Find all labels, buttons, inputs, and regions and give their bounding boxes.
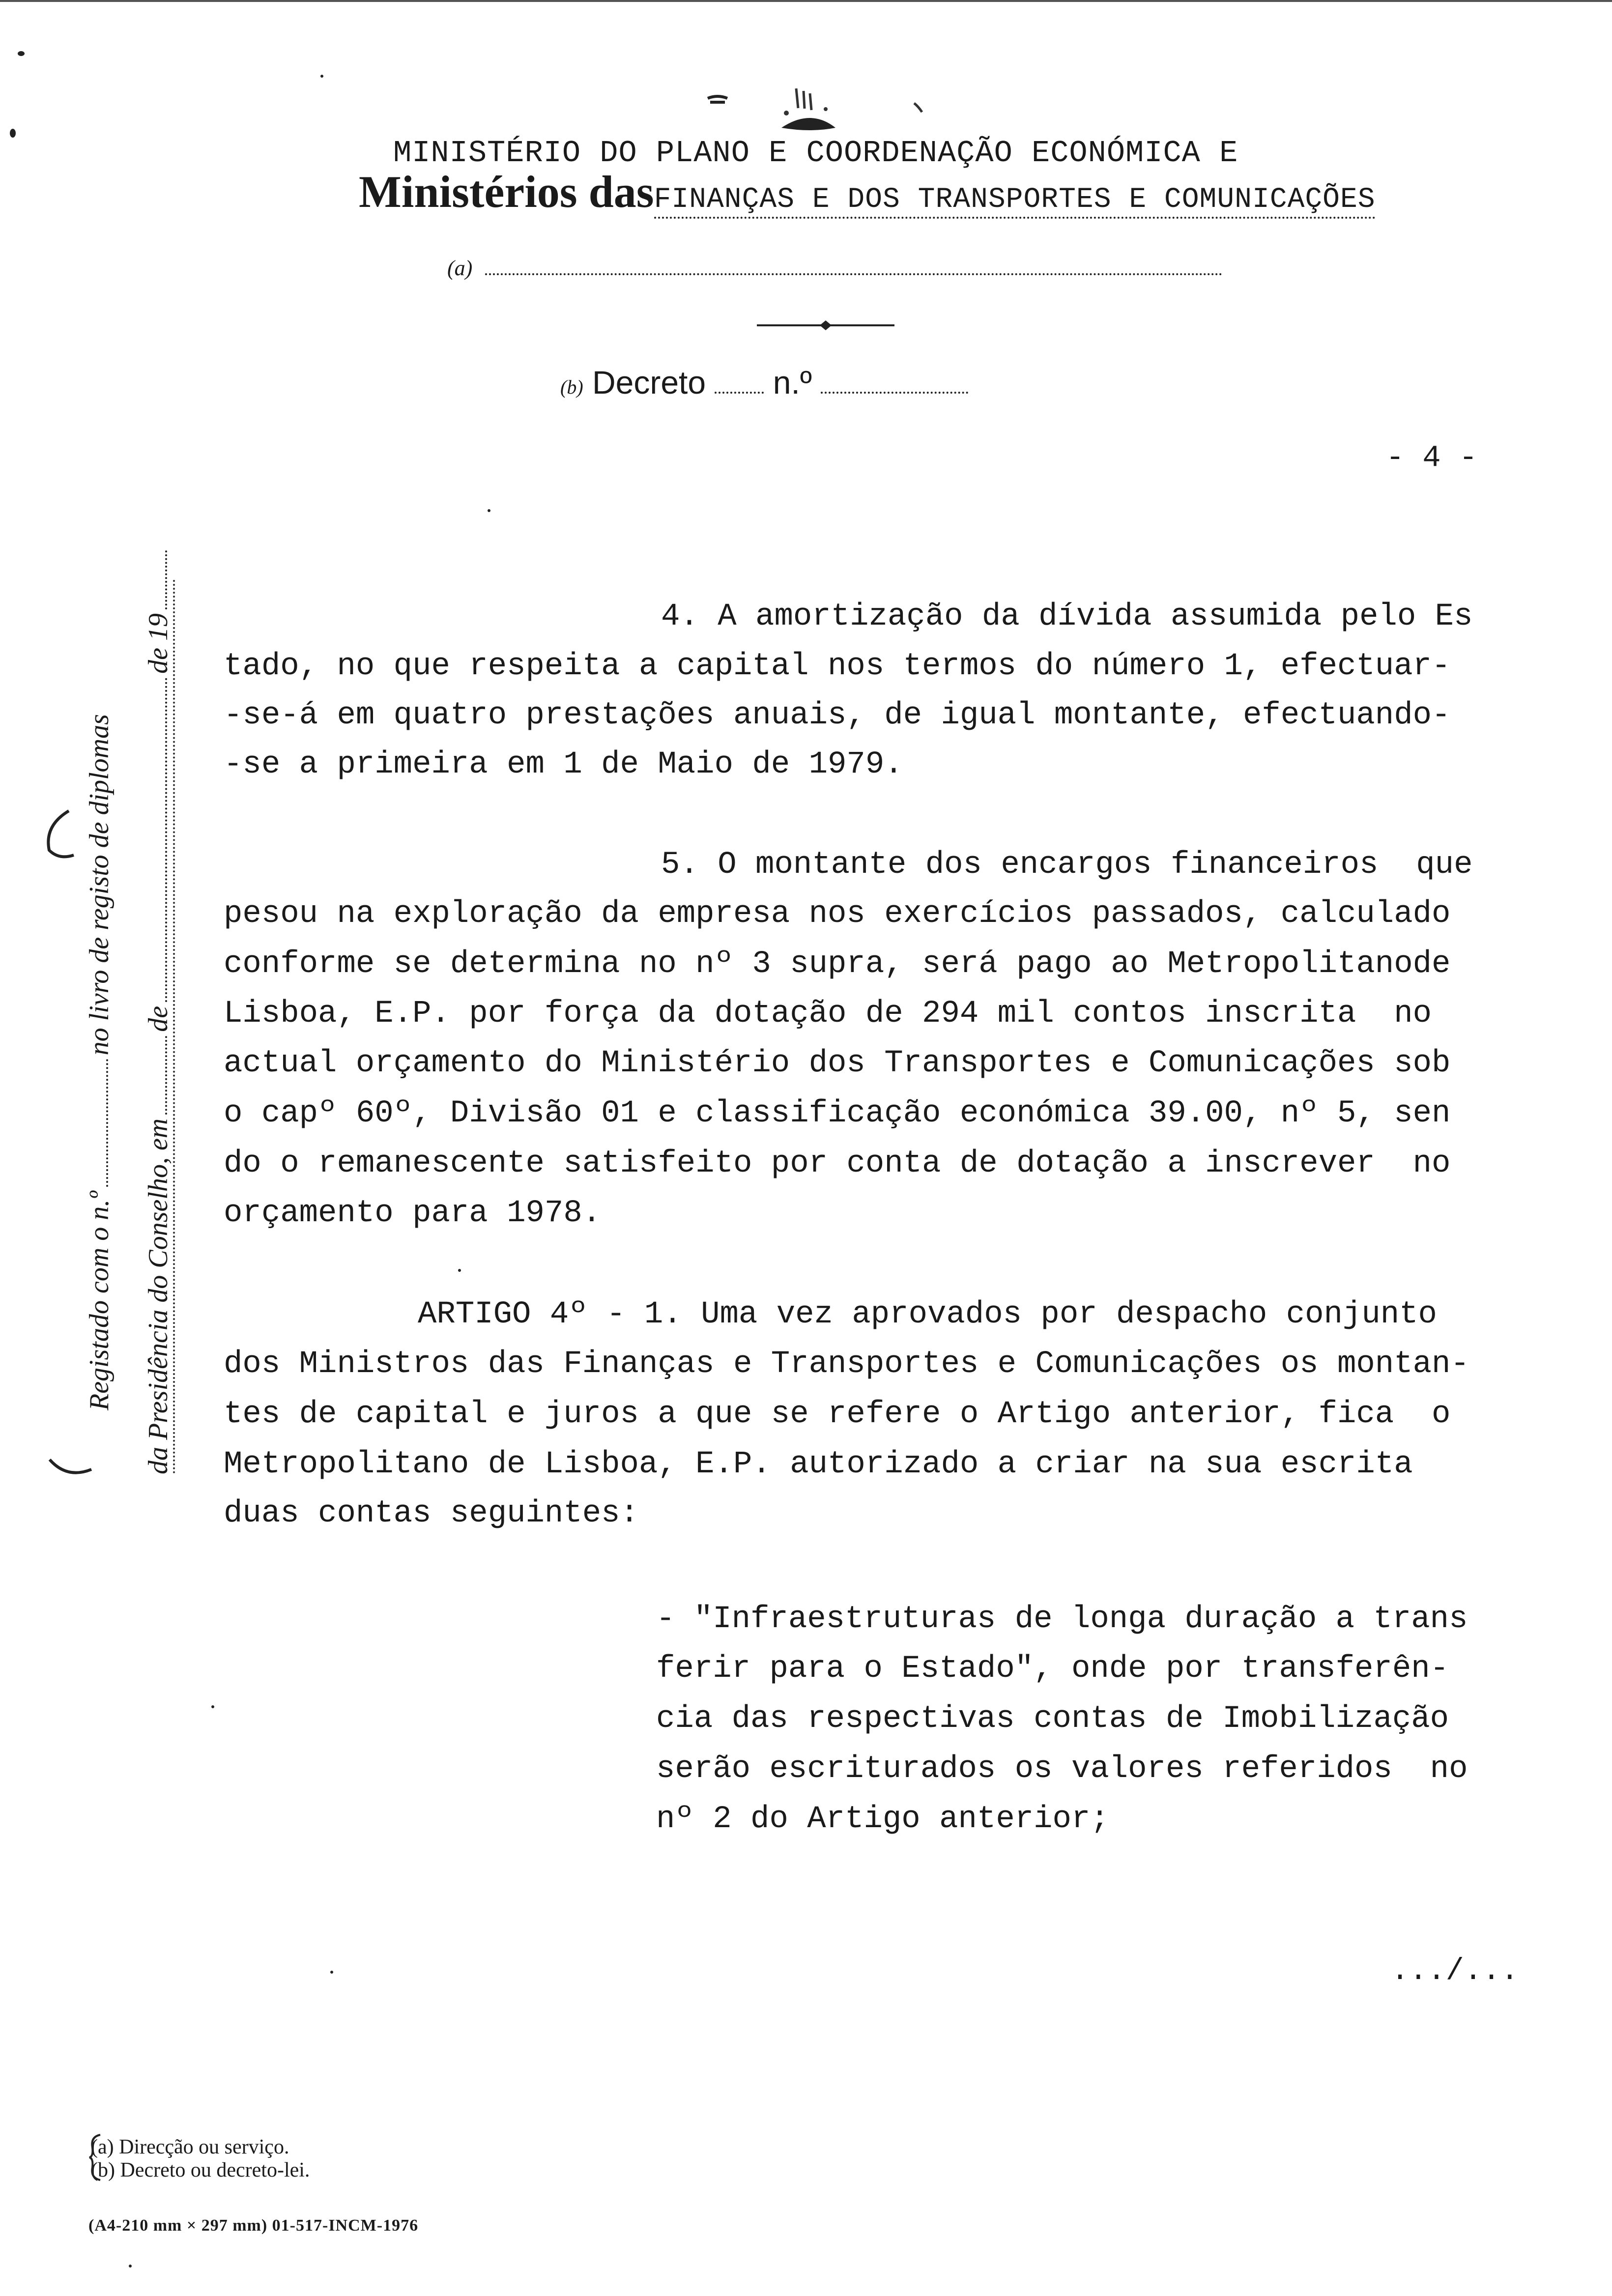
margin-de-dots bbox=[160, 678, 167, 1002]
scan-speck bbox=[18, 51, 25, 56]
margin-registado-dots bbox=[101, 1059, 108, 1187]
par5-line-2: pesou na exploração da empresa nos exercícios passados, calculado bbox=[224, 896, 1451, 932]
par5-line-6: o capº 60º, Divisão 01 e classificação económica 39.00, nº 5, sen bbox=[224, 1096, 1451, 1131]
field-a-dotted-line bbox=[485, 263, 1222, 275]
margin-dotted-line bbox=[173, 580, 177, 1474]
margin-registado-column bbox=[84, 714, 115, 1410]
decreto-line bbox=[560, 364, 968, 401]
decreto-number-dots bbox=[821, 386, 968, 394]
margin-registado-text: Registado com o n.º bbox=[84, 1191, 115, 1410]
footnote-brace bbox=[87, 2133, 102, 2182]
scan-speck bbox=[129, 2265, 132, 2267]
print-code: (A4-210 mm × 297 mm) 01-517-INCM-1976 bbox=[88, 2216, 419, 2235]
list-line-4: serão escriturados os valores referidos no bbox=[656, 1751, 1468, 1787]
artigo-line-4: Metropolitano de Lisboa, E.P. autorizado a criar na sua escrita bbox=[224, 1447, 1413, 1482]
footnote-b: (b) Decreto ou decreto-lei. bbox=[91, 2159, 310, 2181]
margin-bracket-top bbox=[39, 806, 79, 865]
ministry-header-line2 bbox=[359, 167, 1376, 230]
decreto-label: Decreto bbox=[592, 364, 706, 401]
margin-de-text: de bbox=[143, 1005, 173, 1032]
coat-of-arms-emblem bbox=[698, 79, 944, 143]
par4-line-3: -se-á em quatro prestações anuais, de igual montante, efectuando- bbox=[224, 698, 1451, 733]
scan-speck bbox=[488, 509, 490, 512]
scan-speck bbox=[320, 75, 323, 78]
ministry-suffix: FINANÇAS E DOS TRANSPORTES E COMUNICAÇÕES bbox=[654, 184, 1376, 219]
list-line-5: nº 2 do Artigo anterior; bbox=[656, 1802, 1109, 1837]
decreto-year-dots bbox=[715, 386, 764, 394]
ministerio-prefix: Ministérios das bbox=[359, 167, 654, 217]
margin-de19-dots bbox=[160, 550, 167, 609]
par5-line-7: do o remanescente satisfeito por conta de dotação a inscrever no bbox=[224, 1146, 1451, 1181]
scan-speck bbox=[211, 1705, 214, 1708]
ministry-header-line1: MINISTÉRIO DO PLANO E COORDENAÇÃO ECONÓMICA E bbox=[393, 136, 1238, 171]
par5-line-5: actual orçamento do Ministério dos Transportes e Comunicações sob bbox=[224, 1046, 1451, 1081]
list-line-2: ferir para o Estado", onde por transferên- bbox=[656, 1651, 1449, 1687]
artigo-line-3: tes de capital e juros a que se refere o Artigo anterior, fica o bbox=[224, 1397, 1451, 1432]
par4-line-1: 4. A amortização da dívida assumida pelo Es bbox=[661, 599, 1473, 634]
scan-speck bbox=[10, 129, 16, 138]
par5-line-3: conforme se determina no nº 3 supra, será pago ao Metropolitanode bbox=[224, 947, 1451, 982]
artigo-line-2: dos Ministros das Finanças e Transportes e Comunicações os montan- bbox=[224, 1347, 1469, 1382]
top-edge-rule bbox=[0, 0, 1612, 2]
par4-line-4: -se a primeira em 1 de Maio de 1979. bbox=[224, 747, 903, 782]
field-a-marker: (a) bbox=[447, 256, 473, 280]
diamond-divider bbox=[757, 319, 894, 331]
footnote-a: (a) Direcção ou serviço. bbox=[91, 2136, 289, 2158]
scan-speck bbox=[458, 1269, 461, 1272]
margin-presidencia-text: da Presidência do Conselho, em bbox=[143, 1118, 173, 1474]
decreto-marker: (b) bbox=[560, 376, 583, 398]
continuation-mark: .../... bbox=[1391, 1953, 1519, 1988]
margin-de19-text: de 19 bbox=[143, 613, 173, 674]
par5-line-4: Lisboa, E.P. por força da dotação de 294 mil contos inscrita no bbox=[224, 996, 1432, 1032]
par4-line-2: tado, no que respeita a capital nos termos do número 1, efectuar- bbox=[224, 649, 1451, 684]
list-line-1: - "Infraestruturas de longa duração a trans bbox=[656, 1602, 1468, 1637]
margin-livro-text: no livro de registo de diplomas bbox=[84, 714, 115, 1056]
par5-line-8: orçamento para 1978. bbox=[224, 1196, 602, 1231]
list-line-3: cia das respectivas contas de Imobilização bbox=[656, 1701, 1449, 1737]
margin-presidencia-column bbox=[143, 546, 174, 1474]
artigo-line-5: duas contas seguintes: bbox=[224, 1496, 639, 1531]
margin-presidencia-dots bbox=[160, 1036, 167, 1115]
page-number: - 4 - bbox=[1386, 440, 1478, 475]
par5-line-1: 5. O montante dos encargos financeiros que bbox=[661, 847, 1473, 883]
margin-bracket-bottom bbox=[47, 1455, 96, 1484]
decreto-number-label: n.º bbox=[773, 364, 812, 401]
scan-speck bbox=[330, 1971, 333, 1974]
field-a bbox=[447, 256, 1222, 281]
artigo-line-1: ARTIGO 4º - 1. Uma vez aprovados por despacho conjunto bbox=[418, 1297, 1437, 1332]
